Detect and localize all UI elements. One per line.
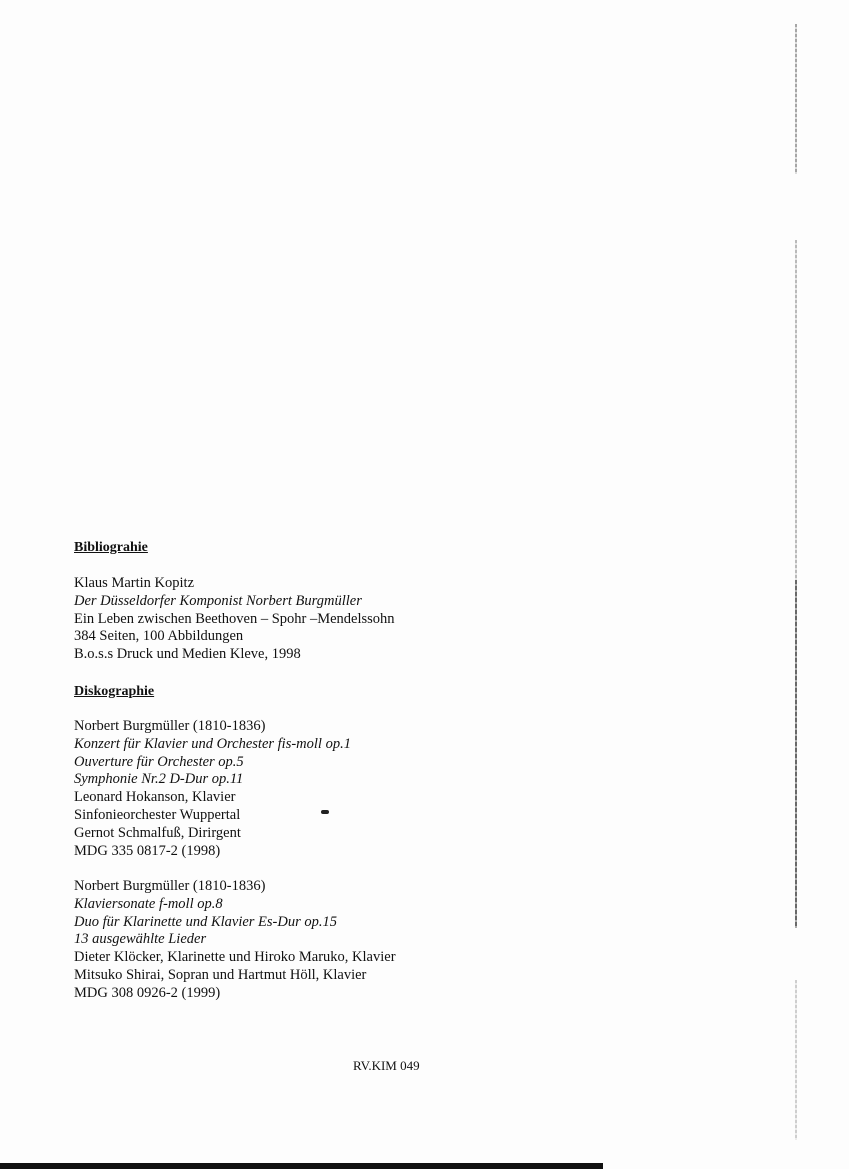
discography-line: Symphonie Nr.2 D-Dur op.11 <box>74 771 244 788</box>
bibliography-line: B.o.s.s Druck und Medien Kleve, 1998 <box>74 646 301 663</box>
discography-line: Norbert Burgmüller (1810-1836) <box>74 878 266 894</box>
scan-margin-line-top <box>795 24 797 174</box>
discography-line: Mitsuko Shirai, Sopran und Hartmut Höll, Klavier <box>74 966 367 983</box>
bibliography-line: Klaus Martin Kopitz <box>74 575 195 591</box>
discography-line: 13 ausgewählte Lieder <box>74 931 207 948</box>
scan-margin-line-middle <box>795 240 797 580</box>
discography-line: Leonard Hokanson, Klavier <box>74 789 236 806</box>
footer-reference: RV.KIM 049 <box>353 1058 420 1073</box>
ink-speck <box>321 810 329 814</box>
discography-line: Norbert Burgmüller (1810-1836) <box>74 718 266 734</box>
discography-entry <box>74 878 396 1003</box>
discography-line: Duo für Klarinette und Klavier Es-Dur op.15 <box>74 913 338 930</box>
discography-line: Konzert für Klavier und Orchester fis-moll op.1 <box>74 735 351 752</box>
bibliography-block <box>74 575 395 664</box>
discography-line: MDG 335 0817-2 (1998) <box>74 842 221 859</box>
discography-line: Gernot Schmalfuß, Dirirgent <box>74 824 241 841</box>
bibliography-heading: Bibliograhie <box>74 540 148 555</box>
scan-margin-line-lower <box>795 580 797 928</box>
discography-line: Klaviersonate f-moll op.8 <box>74 895 223 912</box>
bibliography-line: Ein Leben zwischen Beethoven – Spohr –Mendelssohn <box>74 610 395 627</box>
bibliography-line: Der Düsseldorfer Komponist Norbert Burgmüller <box>74 592 362 609</box>
discography-line: MDG 308 0926-2 (1999) <box>74 984 221 1001</box>
scan-bottom-edge <box>0 1163 603 1169</box>
scan-margin-line-bottom <box>795 980 797 1140</box>
discography-line: Ouverture für Orchester op.5 <box>74 753 244 770</box>
bibliography-line: 384 Seiten, 100 Abbildungen <box>74 628 244 645</box>
discography-line: Sinfonieorchester Wuppertal <box>74 806 241 823</box>
discography-line: Dieter Klöcker, Klarinette und Hiroko Maruko, Klavier <box>74 949 396 966</box>
discography-heading: Diskographie <box>74 684 155 699</box>
discography-entry <box>74 718 351 860</box>
